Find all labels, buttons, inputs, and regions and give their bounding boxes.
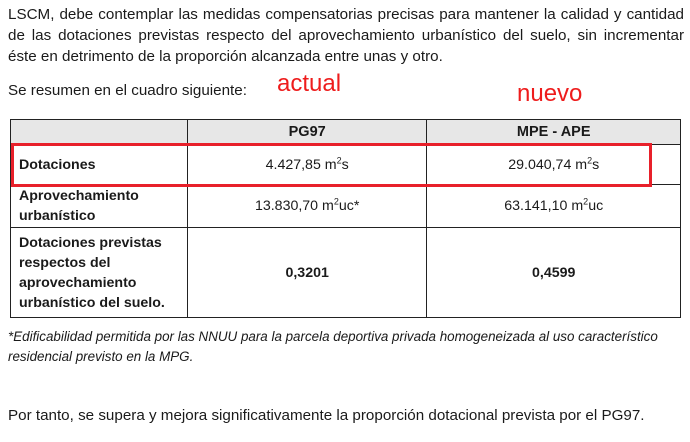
conclusion-paragraph: Por tanto, se supera y mejora significativamente la proporción dotacional prevista por el PG97. bbox=[8, 407, 645, 424]
intro-paragraph: LSCM, debe contemplar las medidas compensatorias precisas para mantener la calidad y cantidad de las dotaciones previstas respecto del aprovechamiento urbanístico del suelo, sin incrementar éste en detrimento de la proporción alcanzada entre unas y otro. bbox=[8, 6, 684, 65]
header-pg97: PG97 bbox=[187, 120, 427, 145]
header-mpe-ape: MPE - APE bbox=[427, 120, 681, 145]
highlight-box bbox=[11, 143, 652, 187]
cell-pg97-dotaciones: 4.427,85 $m^2s$ bbox=[187, 145, 427, 185]
annotation-actual: actual bbox=[277, 70, 342, 97]
footnote: *Edificabilidad permitida por las NNUU para la parcela deportiva privada homogeneizada al uso característico residencial previsto en la MPG. bbox=[8, 329, 658, 364]
annotation-nuevo: nuevo bbox=[517, 80, 583, 107]
table-header-row bbox=[11, 120, 681, 145]
table-row-aprovechamiento bbox=[11, 185, 681, 228]
cell-mpe-proporcion: 0,4599 bbox=[427, 228, 681, 318]
summary-line: Se resumen en el cuadro siguiente: bbox=[8, 82, 247, 99]
row-label: Dotaciones bbox=[11, 145, 188, 185]
table-row-proporcion bbox=[11, 228, 681, 318]
row-label: Dotaciones previstas respectos del aprovechamiento urbanístico del suelo. bbox=[11, 228, 188, 318]
cell-mpe-aprovechamiento: 63.141,10 $m^2uc$ bbox=[427, 185, 681, 228]
cell-pg97-aprovechamiento: 13.830,70 $m^2uc*$ bbox=[187, 185, 427, 228]
cell-mpe-dotaciones: 29.040,74 $m^2s$ bbox=[427, 145, 681, 185]
row-label: Aprovechamiento urbanístico bbox=[11, 185, 188, 228]
cell-pg97-proporcion: 0,3201 bbox=[187, 228, 427, 318]
header-empty bbox=[11, 120, 188, 145]
